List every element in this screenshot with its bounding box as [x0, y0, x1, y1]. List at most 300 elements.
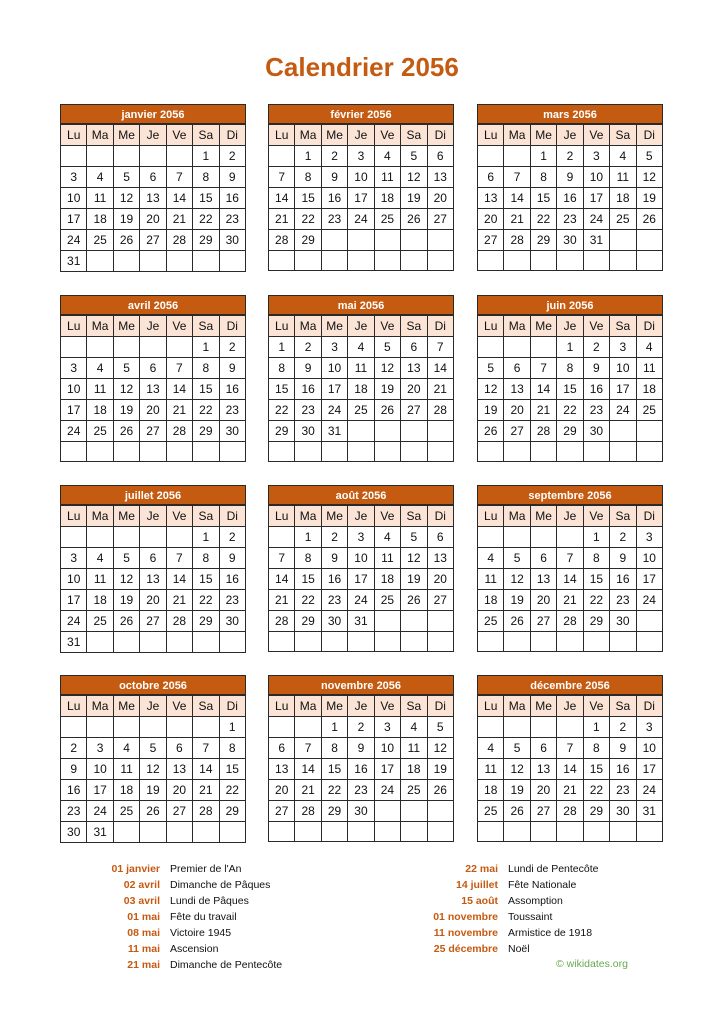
- weekday-label: Ve: [166, 316, 192, 337]
- weekday-header-row: [269, 125, 454, 146]
- day-cell: [478, 527, 504, 548]
- day-cell: 16: [610, 569, 636, 590]
- day-cell: [374, 230, 400, 251]
- day-cell: 15: [530, 188, 556, 209]
- day-cell: 16: [557, 188, 583, 209]
- day-cell: [348, 421, 374, 442]
- day-cell: 27: [140, 421, 166, 442]
- day-cell: [61, 527, 87, 548]
- month-title: août 2056: [268, 485, 454, 505]
- day-cell: 29: [193, 421, 219, 442]
- day-cell: 23: [295, 400, 321, 421]
- month-title: décembre 2056: [477, 675, 663, 695]
- day-cell: 13: [530, 759, 556, 780]
- weekday-label: Lu: [478, 125, 504, 146]
- week-row: [61, 230, 246, 251]
- weekday-header-row: [61, 696, 246, 717]
- day-cell: [374, 632, 400, 652]
- day-cell: 25: [113, 801, 139, 822]
- day-cell: 5: [113, 167, 139, 188]
- day-cell: [219, 632, 245, 653]
- week-row: [269, 759, 454, 780]
- holiday-date: 08 mai: [127, 927, 160, 939]
- holiday-date: 02 avril: [123, 879, 160, 891]
- weekday-label: Di: [219, 696, 245, 717]
- day-cell: 28: [504, 230, 530, 251]
- day-cell: 16: [295, 379, 321, 400]
- weekday-header-row: [478, 696, 663, 717]
- day-cell: 20: [530, 780, 556, 801]
- week-row: [61, 188, 246, 209]
- day-cell: [557, 717, 583, 738]
- day-cell: 17: [61, 590, 87, 611]
- day-cell: 1: [530, 146, 556, 167]
- day-cell: 10: [348, 548, 374, 569]
- weekday-label: Je: [140, 506, 166, 527]
- day-cell: [193, 442, 219, 462]
- day-cell: [427, 251, 453, 271]
- day-cell: [427, 632, 453, 652]
- week-row: [269, 590, 454, 611]
- day-cell: 4: [374, 527, 400, 548]
- day-cell: 29: [583, 801, 609, 822]
- weekday-header-row: [61, 316, 246, 337]
- day-cell: [140, 337, 166, 358]
- day-cell: 19: [401, 188, 427, 209]
- day-cell: 13: [530, 569, 556, 590]
- day-cell: 16: [219, 188, 245, 209]
- day-cell: [504, 717, 530, 738]
- day-cell: 2: [295, 337, 321, 358]
- day-cell: 11: [87, 188, 113, 209]
- day-cell: 13: [478, 188, 504, 209]
- day-cell: 13: [427, 548, 453, 569]
- day-cell: 23: [610, 590, 636, 611]
- day-cell: [401, 822, 427, 842]
- day-cell: 16: [61, 780, 87, 801]
- day-cell: 7: [269, 548, 295, 569]
- day-cell: 21: [269, 209, 295, 230]
- weekday-label: Ma: [295, 506, 321, 527]
- day-cell: 28: [166, 230, 192, 251]
- day-cell: 10: [87, 759, 113, 780]
- day-cell: [478, 822, 504, 842]
- week-row: [478, 358, 663, 379]
- day-cell: 28: [269, 611, 295, 632]
- weekday-label: Lu: [269, 696, 295, 717]
- day-cell: 26: [140, 801, 166, 822]
- weekday-label: Je: [348, 506, 374, 527]
- day-cell: 24: [348, 590, 374, 611]
- weekday-label: Ve: [583, 696, 609, 717]
- day-cell: [636, 611, 662, 632]
- week-row: [61, 421, 246, 442]
- day-cell: 15: [193, 379, 219, 400]
- day-cell: 25: [87, 230, 113, 251]
- weekday-label: Lu: [478, 696, 504, 717]
- day-cell: 24: [61, 230, 87, 251]
- day-cell: [113, 337, 139, 358]
- holiday-name: Toussaint: [508, 911, 553, 923]
- day-cell: 21: [530, 400, 556, 421]
- day-cell: [348, 822, 374, 842]
- day-cell: 4: [87, 167, 113, 188]
- day-cell: 28: [530, 421, 556, 442]
- day-cell: 10: [61, 569, 87, 590]
- weekday-label: Lu: [269, 506, 295, 527]
- day-cell: [374, 801, 400, 822]
- day-cell: 24: [61, 421, 87, 442]
- day-cell: 26: [113, 611, 139, 632]
- weekday-label: Ma: [504, 506, 530, 527]
- week-row: [269, 251, 454, 271]
- week-row: [478, 632, 663, 652]
- week-row: [269, 780, 454, 801]
- week-row: [269, 569, 454, 590]
- day-cell: [140, 251, 166, 272]
- month-block: [477, 485, 663, 655]
- week-row: [478, 400, 663, 421]
- weekday-label: Lu: [478, 316, 504, 337]
- weekday-label: Di: [219, 506, 245, 527]
- day-cell: 23: [61, 801, 87, 822]
- week-row: [61, 632, 246, 653]
- day-cell: [219, 822, 245, 843]
- day-cell: 7: [557, 548, 583, 569]
- weekday-label: Ma: [87, 316, 113, 337]
- day-cell: 29: [193, 611, 219, 632]
- day-cell: 11: [478, 569, 504, 590]
- day-cell: 26: [504, 611, 530, 632]
- day-cell: [61, 337, 87, 358]
- day-cell: 3: [583, 146, 609, 167]
- day-cell: 17: [61, 209, 87, 230]
- day-cell: [348, 251, 374, 271]
- day-cell: 3: [636, 717, 662, 738]
- weekday-label: Me: [530, 696, 556, 717]
- holiday-name: Noël: [508, 943, 530, 955]
- day-cell: 17: [374, 759, 400, 780]
- weekday-label: Me: [113, 506, 139, 527]
- day-cell: [295, 251, 321, 271]
- day-cell: [269, 251, 295, 271]
- day-cell: 7: [166, 358, 192, 379]
- day-cell: 30: [321, 611, 347, 632]
- day-cell: 14: [557, 569, 583, 590]
- weekday-label: Ve: [166, 506, 192, 527]
- holiday-list-left: [60, 861, 282, 973]
- day-cell: 11: [87, 379, 113, 400]
- weekday-header-row: [61, 125, 246, 146]
- week-row: [269, 611, 454, 632]
- day-cell: [295, 632, 321, 652]
- day-cell: [557, 632, 583, 652]
- day-cell: 28: [193, 801, 219, 822]
- month-block: [477, 104, 663, 274]
- day-cell: 18: [636, 379, 662, 400]
- week-row: [61, 146, 246, 167]
- day-cell: 25: [87, 421, 113, 442]
- day-cell: 12: [478, 379, 504, 400]
- day-cell: 26: [113, 230, 139, 251]
- day-cell: 20: [140, 590, 166, 611]
- weekday-label: Me: [321, 696, 347, 717]
- day-cell: [87, 632, 113, 653]
- day-cell: 31: [583, 230, 609, 251]
- day-cell: 17: [636, 569, 662, 590]
- day-cell: 6: [530, 738, 556, 759]
- day-cell: 24: [61, 611, 87, 632]
- month-table: [477, 124, 663, 271]
- day-cell: 3: [348, 146, 374, 167]
- day-cell: 2: [348, 717, 374, 738]
- week-row: [269, 230, 454, 251]
- month-title: juin 2056: [477, 295, 663, 315]
- week-row: [269, 337, 454, 358]
- day-cell: 23: [219, 400, 245, 421]
- day-cell: 26: [113, 421, 139, 442]
- day-cell: 10: [636, 738, 662, 759]
- holiday-name: Dimanche de Pentecôte: [170, 959, 283, 971]
- day-cell: 6: [401, 337, 427, 358]
- day-cell: 17: [583, 188, 609, 209]
- day-cell: 18: [478, 590, 504, 611]
- day-cell: 5: [401, 146, 427, 167]
- day-cell: 9: [557, 167, 583, 188]
- day-cell: 7: [427, 337, 453, 358]
- day-cell: 20: [504, 400, 530, 421]
- day-cell: 12: [636, 167, 662, 188]
- day-cell: 29: [219, 801, 245, 822]
- day-cell: 11: [348, 358, 374, 379]
- day-cell: [427, 611, 453, 632]
- month-table: [60, 695, 246, 843]
- day-cell: 25: [374, 209, 400, 230]
- holiday-row: [398, 893, 599, 909]
- day-cell: [401, 230, 427, 251]
- weekday-label: Lu: [61, 125, 87, 146]
- weekday-label: Lu: [61, 316, 87, 337]
- day-cell: [113, 717, 139, 738]
- day-cell: [348, 632, 374, 652]
- day-cell: 23: [583, 400, 609, 421]
- weekday-label: Je: [140, 696, 166, 717]
- month-block: [60, 485, 246, 655]
- month-title: mars 2056: [477, 104, 663, 124]
- day-cell: 5: [140, 738, 166, 759]
- day-cell: [295, 717, 321, 738]
- day-cell: 26: [636, 209, 662, 230]
- day-cell: 24: [348, 209, 374, 230]
- day-cell: [636, 251, 662, 271]
- day-cell: 24: [636, 590, 662, 611]
- day-cell: 9: [583, 358, 609, 379]
- day-cell: 4: [113, 738, 139, 759]
- day-cell: 5: [504, 738, 530, 759]
- day-cell: [401, 421, 427, 442]
- weekday-label: Sa: [401, 125, 427, 146]
- day-cell: 6: [140, 358, 166, 379]
- weekday-label: Me: [321, 506, 347, 527]
- day-cell: 31: [636, 801, 662, 822]
- day-cell: 23: [557, 209, 583, 230]
- day-cell: [140, 717, 166, 738]
- day-cell: 22: [193, 590, 219, 611]
- week-row: [478, 421, 663, 442]
- week-row: [478, 738, 663, 759]
- day-cell: 31: [87, 822, 113, 843]
- week-row: [61, 569, 246, 590]
- weekday-label: Sa: [401, 506, 427, 527]
- day-cell: 10: [583, 167, 609, 188]
- day-cell: 16: [321, 569, 347, 590]
- month-block: [477, 675, 663, 845]
- day-cell: 12: [113, 188, 139, 209]
- day-cell: [166, 251, 192, 272]
- month-block: [477, 295, 663, 465]
- day-cell: 19: [374, 379, 400, 400]
- day-cell: 5: [401, 527, 427, 548]
- day-cell: 15: [321, 759, 347, 780]
- day-cell: 10: [61, 188, 87, 209]
- day-cell: 10: [61, 379, 87, 400]
- day-cell: 30: [348, 801, 374, 822]
- weekday-label: Lu: [269, 125, 295, 146]
- weekday-header-row: [478, 506, 663, 527]
- day-cell: 30: [61, 822, 87, 843]
- day-cell: 8: [321, 738, 347, 759]
- day-cell: 27: [427, 590, 453, 611]
- day-cell: [610, 442, 636, 462]
- day-cell: 24: [610, 400, 636, 421]
- day-cell: 9: [61, 759, 87, 780]
- day-cell: 25: [610, 209, 636, 230]
- day-cell: 18: [374, 188, 400, 209]
- holiday-name: Dimanche de Pâques: [170, 879, 271, 891]
- day-cell: 22: [193, 400, 219, 421]
- weekday-label: Di: [427, 125, 453, 146]
- day-cell: 20: [140, 209, 166, 230]
- day-cell: 9: [219, 358, 245, 379]
- day-cell: 11: [610, 167, 636, 188]
- day-cell: 14: [193, 759, 219, 780]
- day-cell: [530, 717, 556, 738]
- weekday-label: Sa: [610, 125, 636, 146]
- day-cell: [557, 442, 583, 462]
- day-cell: [401, 442, 427, 462]
- weekday-label: Ve: [583, 125, 609, 146]
- day-cell: 19: [401, 569, 427, 590]
- holiday-row: [60, 877, 282, 893]
- holiday-date: 01 novembre: [433, 911, 498, 923]
- holiday-name: Lundi de Pâques: [170, 895, 249, 907]
- day-cell: 17: [61, 400, 87, 421]
- weekday-label: Je: [348, 696, 374, 717]
- day-cell: [504, 442, 530, 462]
- day-cell: [321, 230, 347, 251]
- day-cell: 4: [401, 717, 427, 738]
- day-cell: 12: [401, 167, 427, 188]
- day-cell: 11: [636, 358, 662, 379]
- day-cell: 30: [610, 801, 636, 822]
- week-row: [61, 759, 246, 780]
- day-cell: 6: [140, 167, 166, 188]
- day-cell: 14: [530, 379, 556, 400]
- day-cell: [87, 146, 113, 167]
- day-cell: 22: [295, 209, 321, 230]
- day-cell: 19: [113, 400, 139, 421]
- day-cell: 31: [61, 251, 87, 272]
- day-cell: 6: [140, 548, 166, 569]
- day-cell: 18: [478, 780, 504, 801]
- day-cell: 3: [87, 738, 113, 759]
- weekday-label: Di: [636, 316, 662, 337]
- day-cell: 22: [583, 590, 609, 611]
- day-cell: [504, 251, 530, 271]
- week-row: [478, 146, 663, 167]
- day-cell: 28: [427, 400, 453, 421]
- day-cell: 21: [269, 590, 295, 611]
- weekday-label: Je: [348, 316, 374, 337]
- day-cell: [166, 442, 192, 462]
- day-cell: 21: [557, 590, 583, 611]
- day-cell: [193, 822, 219, 843]
- day-cell: [401, 632, 427, 652]
- day-cell: 23: [610, 780, 636, 801]
- holiday-list-right: [398, 861, 599, 957]
- day-cell: [610, 251, 636, 271]
- day-cell: [504, 527, 530, 548]
- day-cell: [295, 822, 321, 842]
- day-cell: [166, 717, 192, 738]
- day-cell: 17: [348, 188, 374, 209]
- day-cell: [636, 230, 662, 251]
- day-cell: 30: [610, 611, 636, 632]
- week-row: [61, 442, 246, 462]
- day-cell: 3: [610, 337, 636, 358]
- day-cell: [427, 421, 453, 442]
- day-cell: [269, 822, 295, 842]
- day-cell: 13: [166, 759, 192, 780]
- day-cell: 1: [193, 146, 219, 167]
- holiday-row: [398, 877, 599, 893]
- day-cell: [348, 442, 374, 462]
- week-row: [478, 717, 663, 738]
- week-row: [269, 209, 454, 230]
- day-cell: 14: [427, 358, 453, 379]
- holiday-row: [398, 909, 599, 925]
- day-cell: 4: [87, 548, 113, 569]
- day-cell: 11: [401, 738, 427, 759]
- weekday-label: Ve: [374, 696, 400, 717]
- day-cell: 18: [87, 400, 113, 421]
- day-cell: 29: [583, 611, 609, 632]
- day-cell: 12: [401, 548, 427, 569]
- month-block: [268, 295, 454, 465]
- holiday-row: [398, 861, 599, 877]
- day-cell: 29: [269, 421, 295, 442]
- day-cell: 2: [583, 337, 609, 358]
- week-row: [269, 822, 454, 842]
- day-cell: 6: [530, 548, 556, 569]
- month-block: [268, 104, 454, 274]
- day-cell: [583, 251, 609, 271]
- day-cell: 4: [348, 337, 374, 358]
- day-cell: 10: [636, 548, 662, 569]
- day-cell: [427, 442, 453, 462]
- day-cell: 5: [113, 358, 139, 379]
- day-cell: [583, 822, 609, 842]
